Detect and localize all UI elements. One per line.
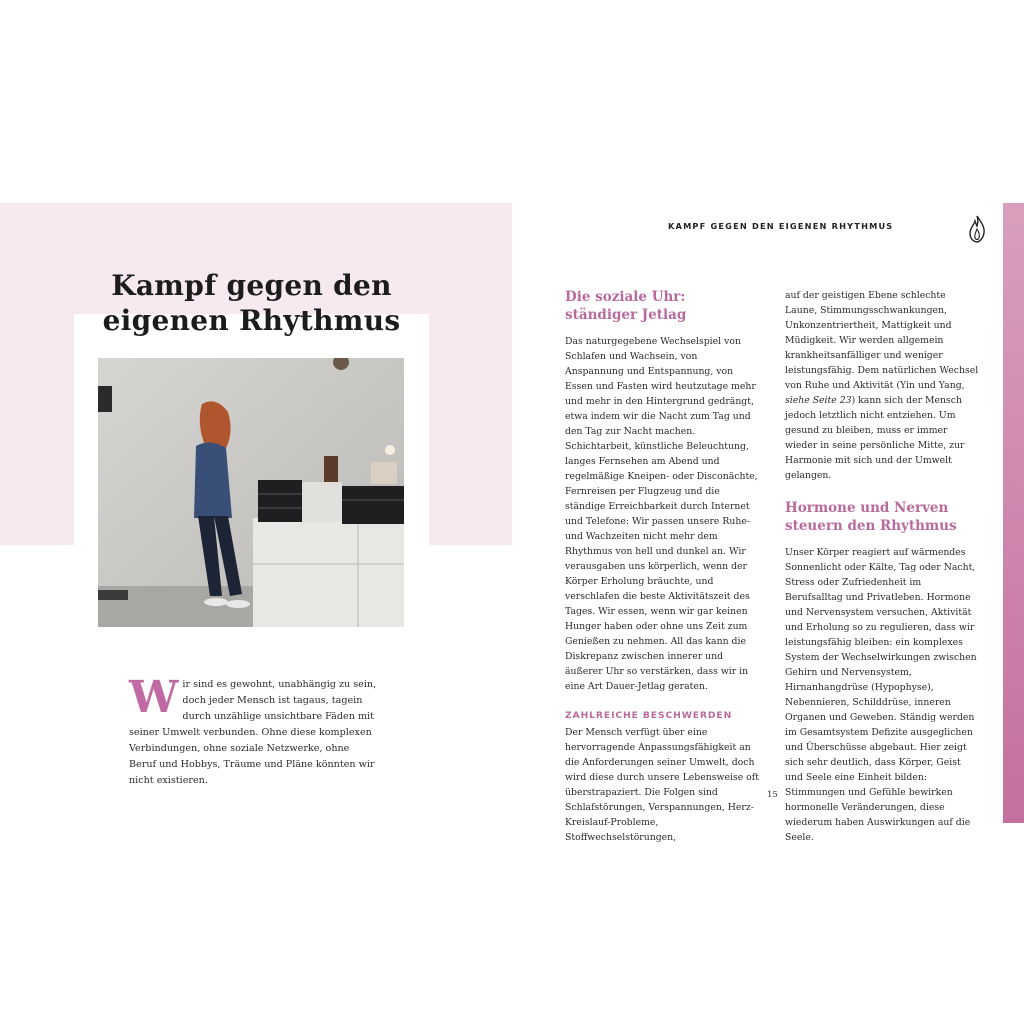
running-header: KAMPF GEGEN DEN EIGENEN RHYTHMUS bbox=[668, 221, 894, 231]
page-reference: siehe Seite 23 bbox=[785, 395, 852, 406]
text-column-1 bbox=[565, 288, 759, 845]
body-paragraph: Unser Körper reagiert auf wärmendes Sonnenlicht oder Kälte, Tag oder Nacht, Stress oder Zufriedenheit im Berufsalltag und Privatleben. Hormone und Nervensystem versuchen, Aktivität und Erholung so zu regulieren, dass wir leistungsfähig bleiben: ein komplexes System der Wechselwirkungen zwischen Gehirn und Nervensystem, Hirnanhangdrüse (Hypophyse), Nebennieren, Schilddrüse, inneren Organen und Geweben. Ständig werden im Gesamtsystem Defizite ausgeglichen und Überschüsse abgebaut. Hier zeigt sich sehr deutlich, dass Körper, Geist und Seele eine Einheit bilden: Stimmungen und Gefühle bewirken hormonelle Veränderungen, diese wiederum haben Auswirkungen auf die Seele. bbox=[785, 547, 977, 843]
title-line-2: eigenen Rhythmus bbox=[102, 304, 401, 337]
text-column-2 bbox=[785, 288, 979, 845]
body-paragraph: Das naturgegebene Wechselspiel von Schlafen und Wachsein, von Anspannung und Entspannung, von Essen und Fasten wird heutzutage mehr und mehr in den Hintergrund gedrängt, etwa indem wir die Nacht zum Tag und den Tag zur Nacht machen. Schichtarbeit, künstliche Beleuchtung, langes Fernsehen am Abend und regelmäßige Kneipen- oder Disconächte, Fernreisen per Flugzeug und die ständige Erreichbarkeit durch Internet und Telefone: Wir passen unsere Ruhe- und Wachzeiten nicht mehr dem Rhythmus von hell und dunkel an. Wir verausgaben uns körperlich, wenn der Körper Erholung bräuchte, und verschlafen die beste Aktivitätszeit des Tages. Wir essen, wenn wir gar keinen Hunger haben oder ohne uns Zeit zum Genießen zu nehmen. All das kann die Diskrepanz zwischen innerer und äußerer Uhr so verstärken, dass wir in eine Art Dauer-Jetlag geraten. bbox=[565, 336, 758, 692]
title-line-1: Kampf gegen den bbox=[111, 269, 392, 302]
woman-leaning-on-wall-photo bbox=[98, 358, 404, 627]
body-text: ) kann sich der Mensch jedoch letztlich nicht entziehen. Um gesund zu bleiben, muss er immer wieder in seine persönliche Mitte, zur Harmonie mit sich und der Umwelt gelangen. bbox=[785, 395, 965, 481]
flame-icon bbox=[967, 214, 987, 244]
body-text: auf der geistigen Ebene schlechte Laune, Stimmungsschwankungen, Unkonzentriertheit, Mattigkeit und Müdigkeit. Wir werden allgemein krankheitsanfälliger und weniger leistungsfähig. Dem natürlichen Wechsel von Ruhe und Aktivität (Yin und Yang, bbox=[785, 290, 979, 391]
intro-paragraph bbox=[129, 672, 379, 789]
section-heading-soziale-uhr: Die soziale Uhr: ständiger Jetlag bbox=[565, 289, 687, 323]
body-paragraph: Der Mensch verfügt über eine hervorragende Anpassungsfähigkeit an die Anforderungen seiner Umwelt, doch wird diese durch unsere Lebensweise oft überstrapaziert. Die Folgen sind Schlafstörungen, Verspannungen, Herz-Kreislauf-Probleme, Stoffwechselstörungen, bbox=[565, 727, 759, 843]
section-heading-hormone: Hormone und Nerven steuern den Rhythmus bbox=[785, 500, 957, 534]
pink-edge-bar bbox=[1003, 203, 1024, 823]
drop-cap-letter: W bbox=[129, 672, 179, 723]
subheading-beschwerden: ZAHLREICHE BESCHWERDEN bbox=[565, 710, 733, 721]
body-paragraph bbox=[785, 288, 979, 483]
page-number: 15 bbox=[767, 790, 778, 800]
intro-text: ir sind es gewohnt, unabhängig zu sein, doch jeder Mensch ist tagaus, tagein durch unzählige unsichtbare Fäden mit seiner Umwelt verbunden. Ohne diese komplexen Verbindungen, ohne soziale Netzwerke, ohne Beruf und Hobbys, Träume und Pläne könnten wir nicht existieren. bbox=[129, 679, 377, 786]
page-title bbox=[74, 268, 429, 338]
